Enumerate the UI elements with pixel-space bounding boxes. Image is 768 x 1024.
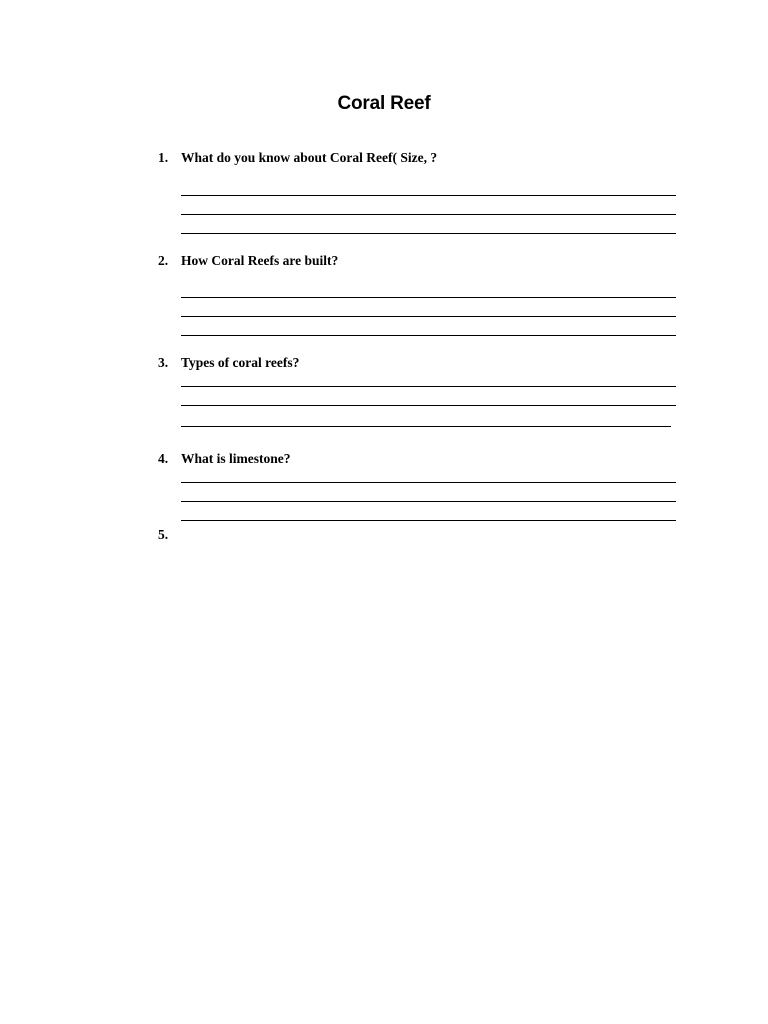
question-number: 1. [158, 150, 169, 165]
question-text: How Coral Reefs are built? [181, 253, 339, 268]
answer-line[interactable] [181, 482, 676, 483]
question-number: 2. [158, 253, 169, 268]
question-number: 4. [158, 451, 169, 466]
question-text: Types of coral reefs? [181, 355, 300, 370]
answer-line[interactable] [181, 195, 676, 196]
answer-line[interactable] [181, 405, 676, 406]
question-text: What do you know about Coral Reef( Size, ? [181, 150, 438, 165]
page-title: Coral Reef [337, 93, 431, 114]
answer-line[interactable] [181, 297, 676, 298]
answer-line[interactable] [181, 501, 676, 502]
answer-line[interactable] [181, 316, 676, 317]
answer-line[interactable] [181, 233, 676, 234]
question-number: 3. [158, 355, 169, 370]
answer-line[interactable] [181, 335, 676, 336]
question-text: What is limestone? [181, 451, 291, 466]
answer-line[interactable] [181, 214, 676, 215]
answer-line[interactable] [181, 520, 676, 521]
question-number: 5. [158, 527, 169, 542]
answer-line[interactable] [181, 426, 671, 427]
answer-line[interactable] [181, 386, 676, 387]
